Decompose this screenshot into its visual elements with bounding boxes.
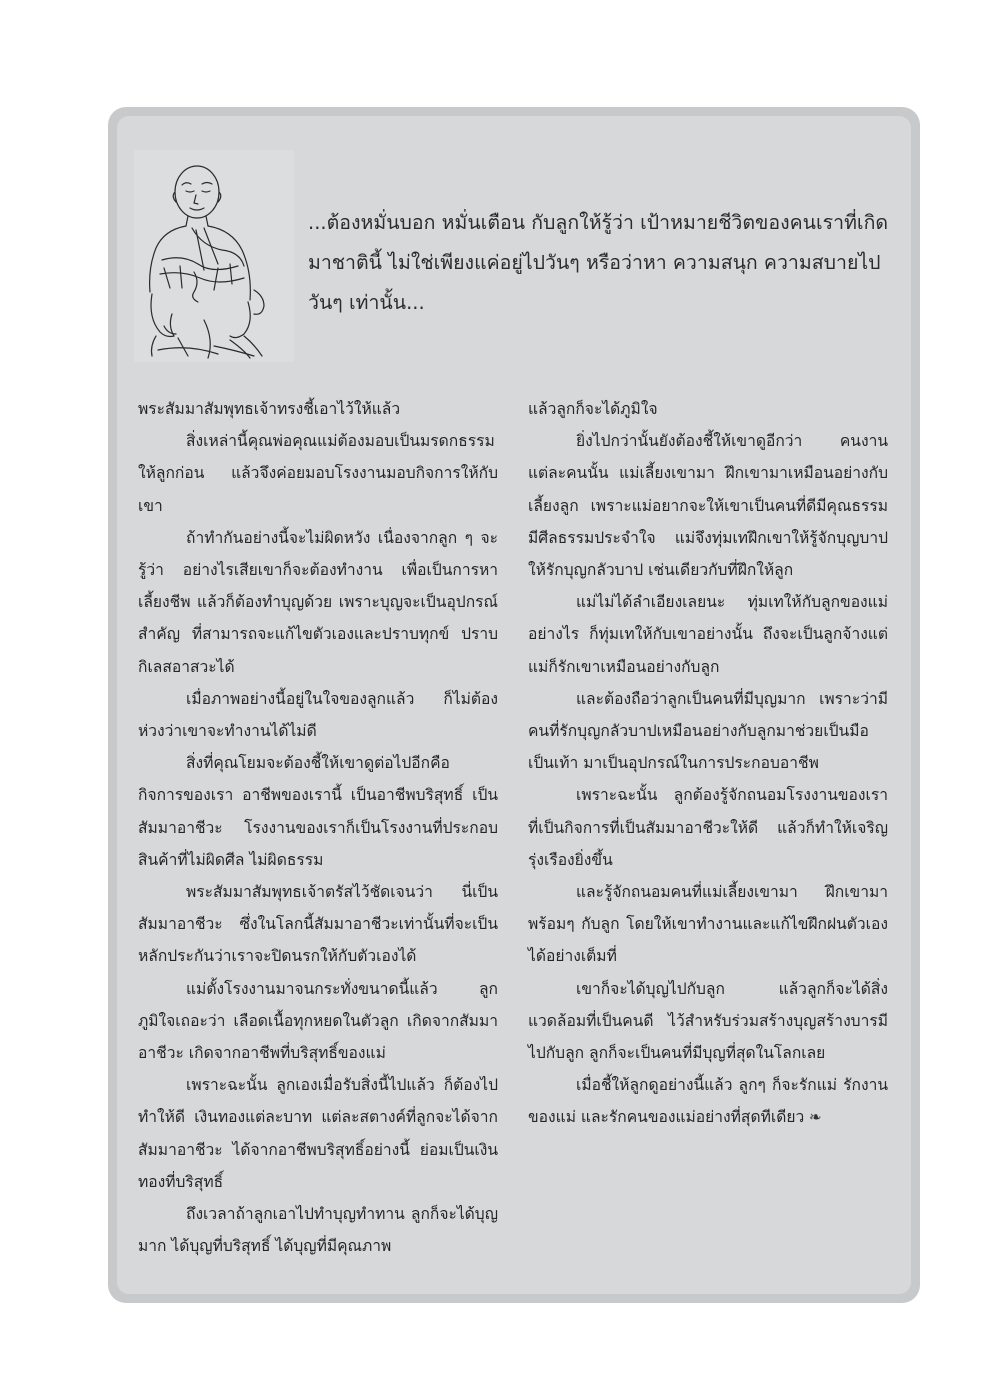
paragraph: พระสัมมาสัมพุทธเจ้าตรัสไว้ชัดเจนว่า นี่เป็นสัมมาอาชีวะ ซึ่งในโลกนี้สัมมาอาชีวะเท่านั้นที่จะเป็นหลักประกันว่าเราจะปิดนรกให้กับตัวเองได้ [138,883,498,966]
paragraph: และรู้จักถนอมคนที่แม่เลี้ยงเขามา ฝึกเขามาพร้อมๆ กับลูก โดยให้เขาทำงานและแก้ไขฝึกฝนตัวเองได้อย่างเต็มที่ [528,883,888,966]
paragraph: เพราะฉะนั้น ลูกเองเมื่อรับสิ่งนี้ไปแล้ว ก็ต้องไปทำให้ดี เงินทองแต่ละบาท แต่ละสตางค์ที่ลูกจะได้จากสัมมาอาชีวะ ได้จากอาชีพบริสุทธิ์อย่างนี้ ย่อมเป็นเงินทองที่บริสุทธิ์ [138,1076,498,1191]
paragraph: สิ่งที่คุณโยมจะต้องชี้ให้เขาดูต่อไปอีกคือ กิจการของเรา อาชีพของเรานี้ เป็นอาชีพบริสุทธิ์ เป็นสัมมาอาชีวะ โรงงานของเราก็เป็นโรงงานที่ประกอบสินค้าที่ไม่ผิดศีล ไม่ผิดธรรม [138,754,498,869]
paragraph: เมื่อชี้ให้ลูกดูอย่างนี้แล้ว ลูกๆ ก็จะรักแม่ รักงานของแม่ และรักคนของแม่อย่างที่สุดทีเดียว ❧ [528,1076,888,1127]
paragraph: เขาก็จะได้บุญไปกับลูก แล้วลูกก็จะได้สิ่งแวดล้อมที่เป็นคนดี ไว้สำหรับร่วมสร้างบุญสร้างบารมีไปกับลูก ลูกก็จะเป็นคนที่มีบุญที่สุดในโลกเลย [528,979,888,1063]
paragraph: เพราะฉะนั้น ลูกต้องรู้จักถนอมโรงงานของเรา ที่เป็นกิจการที่เป็นสัมมาอาชีวะให้ดี แล้วก็ทำให้เจริญรุ่งเรืองยิ่งขึ้น [528,786,888,869]
paragraph: แล้วลูกก็จะได้ภูมิใจ [528,400,658,418]
paragraph: แม่ไม่ได้ลำเอียงเลยนะ ทุ่มเทให้กับลูกของแม่อย่างไร ก็ทุ่มเทให้กับเขาอย่างนั้น ถึงจะเป็นลูกจ้างแต่แม่ก็รักเขาเหมือนอย่างกับลูก [528,593,888,676]
monk-portrait-illustration [134,150,294,362]
paragraph: และต้องถือว่าลูกเป็นคนที่มีบุญมาก เพราะว่ามีคนที่รักบุญกลัวบาปเหมือนอย่างกับลูกมาช่วยเป็นมือ เป็นเท้า มาเป็นอุปกรณ์ในการประกอบอาชีพ [528,689,888,773]
paragraph: ถึงเวลาถ้าลูกเอาไปทำบุญทำทาน ลูกก็จะได้บุญมาก ได้บุญที่บริสุทธิ์ ได้บุญที่มีคุณภาพ [138,1205,498,1256]
paragraph: ถ้าทำกันอย่างนี้จะไม่ผิดหวัง เนื่องจากลูก ๆ จะรู้ว่า อย่างไรเสียเขาก็จะต้องทำงาน เพื่อเป็นการหาเลี้ยงชีพ แล้วก็ต้องทำบุญด้วย เพราะบุญจะเป็นอุปกรณ์สำคัญ ที่สามารถจะแก้ไขตัวเองและปราบทุกข์ ปราบกิเลสอาสวะได้ [138,528,498,676]
monk-sketch-image [134,150,294,362]
paragraph: ยิ่งไปกว่านั้นยังต้องชี้ให้เขาดูอีกว่า คนงานแต่ละคนนั้น แม่เลี้ยงเขามา ฝึกเขามาเหมือนอย่างกับเลี้ยงลูก เพราะแม่อยากจะให้เขาเป็นคนที่ดีมีคุณธรรม มีศีลธรรมประจำใจ แม่จึงทุ่มเทฝึกเขาให้รู้จักบุญบาป ให้รักบุญกลัวบาป เช่นเดียวกับที่ฝึกให้ลูก [528,432,888,580]
paragraph: สิ่งเหล่านี้คุณพ่อคุณแม่ต้องมอบเป็นมรดกธรรมให้ลูกก่อน แล้วจึงค่อยมอบโรงงานมอบกิจการให้กับเขา [138,432,498,515]
paragraph: แม่ตั้งโรงงานมาจนกระทั่งขนาดนี้แล้ว ลูกภูมิใจเถอะว่า เลือดเนื้อทุกหยดในตัวลูก เกิดจากสัมมาอาชีวะ เกิดจากอาชีพที่บริสุทธิ์ของแม่ [138,979,498,1063]
paragraph: พระสัมมาสัมพุทธเจ้าทรงชี้เอาไว้ให้แล้ว [138,400,401,418]
right-text-column [528,393,888,1134]
highlight-quote [308,203,892,323]
end-ornament-icon: ❧ [804,1108,822,1127]
left-text-column [138,393,498,1262]
paragraph: เมื่อภาพอย่างนี้อยู่ในใจของลูกแล้ว ก็ไม่ต้องห่วงว่าเขาจะทำงานได้ไม่ดี [138,689,498,741]
quote-text: ...ต้องหมั่นบอก หมั่นเตือน กับลูกให้รู้ว่า เป้าหมายชีวิตของคนเราที่เกิดมาชาตินี้ ไม่ใช่เพียงแค่อยู่ไปวันๆ หรือว่าหา ความสนุก ความสบายไปวันๆ เท่านั้น... [308,211,889,314]
